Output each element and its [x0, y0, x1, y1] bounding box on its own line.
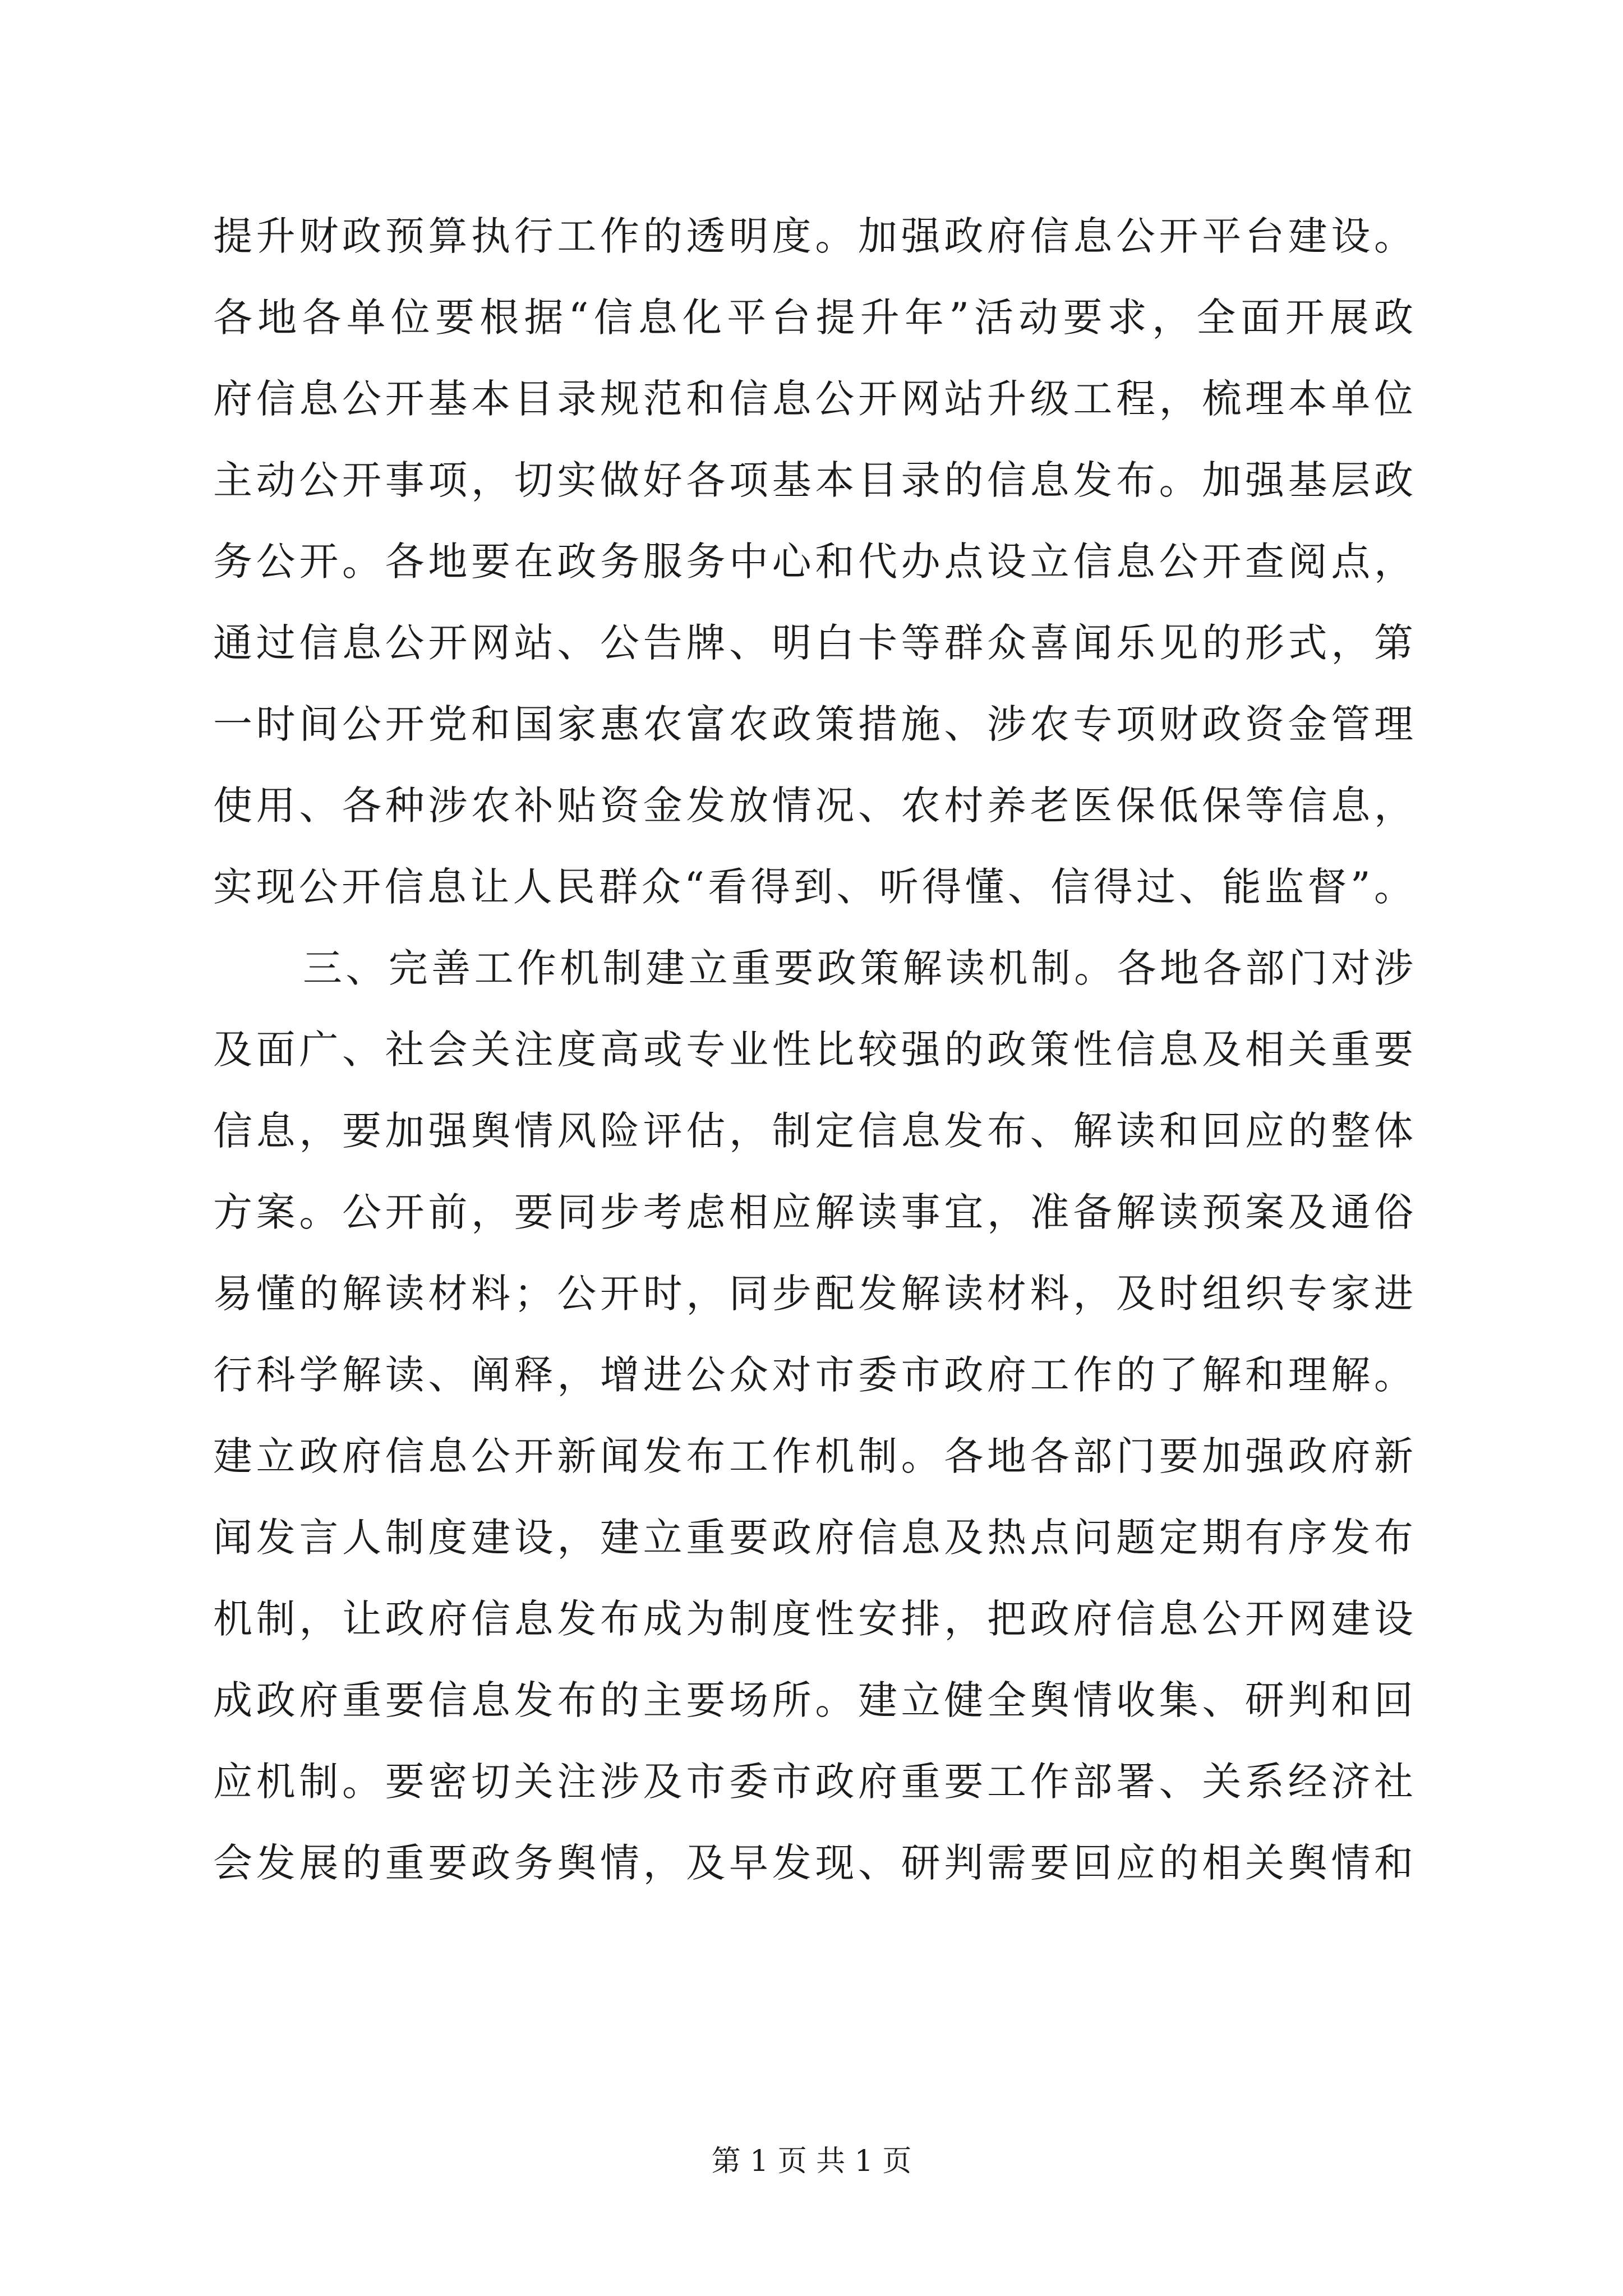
body-line-17: 闻发言人制度建设，建立重要政府信息及热点问题定期有序发布 — [213, 1515, 1413, 1561]
body-line-2: 各地各单位要根据“信息化平台提升年”活动要求，全面开展政 — [213, 295, 1413, 341]
body-line-15: 行科学解读、阐释，增进公众对市委市政府工作的了解和理解。 — [213, 1352, 1413, 1398]
body-line-16: 建立政府信息公开新闻发布工作机制。各地各部门要加强政府新 — [213, 1433, 1413, 1479]
body-line-19: 成政府重要信息发布的主要场所。建立健全舆情收集、研判和回 — [213, 1677, 1413, 1723]
body-line-12: 信息，要加强舆情风险评估，制定信息发布、解读和回应的整体 — [213, 1108, 1413, 1154]
body-line-4: 主动公开事项，切实做好各项基本目录的信息发布。加强基层政 — [213, 457, 1413, 503]
body-line-7: 一时间公开党和国家惠农富农政策措施、涉农专项财政资金管理 — [213, 701, 1413, 747]
body-line-20: 应机制。要密切关注涉及市委市政府重要工作部署、关系经济社 — [213, 1759, 1413, 1805]
body-line-13: 方案。公开前，要同步考虑相应解读事宜，准备解读预案及通俗 — [213, 1189, 1413, 1235]
body-line-1: 提升财政预算执行工作的透明度。加强政府信息公开平台建设。 — [213, 213, 1413, 259]
body-line-10: 三、完善工作机制建立重要政策解读机制。各地各部门对涉 — [303, 945, 1413, 991]
body-line-11: 及面广、社会关注度高或专业性比较强的政策性信息及相关重要 — [213, 1027, 1413, 1073]
page-footer: 第 1 页 共 1 页 — [711, 2145, 912, 2178]
body-line-8: 使用、各种涉农补贴资金发放情况、农村养老医保低保等信息， — [213, 783, 1413, 829]
body-line-21: 会发展的重要政务舆情，及早发现、研判需要回应的相关舆情和 — [213, 1840, 1413, 1886]
body-line-18: 机制，让政府信息发布成为制度性安排，把政府信息公开网建设 — [213, 1596, 1413, 1642]
body-line-9: 实现公开信息让人民群众“看得到、听得懂、信得过、能监督”。 — [213, 864, 1413, 910]
body-line-14: 易懂的解读材料；公开时，同步配发解读材料，及时组织专家进 — [213, 1271, 1413, 1317]
body-line-3: 府信息公开基本目录规范和信息公开网站升级工程，梳理本单位 — [213, 376, 1413, 422]
body-line-6: 通过信息公开网站、公告牌、明白卡等群众喜闻乐见的形式，第 — [213, 620, 1413, 666]
body-line-5: 务公开。各地要在政务服务中心和代办点设立信息公开查阅点， — [213, 539, 1413, 585]
